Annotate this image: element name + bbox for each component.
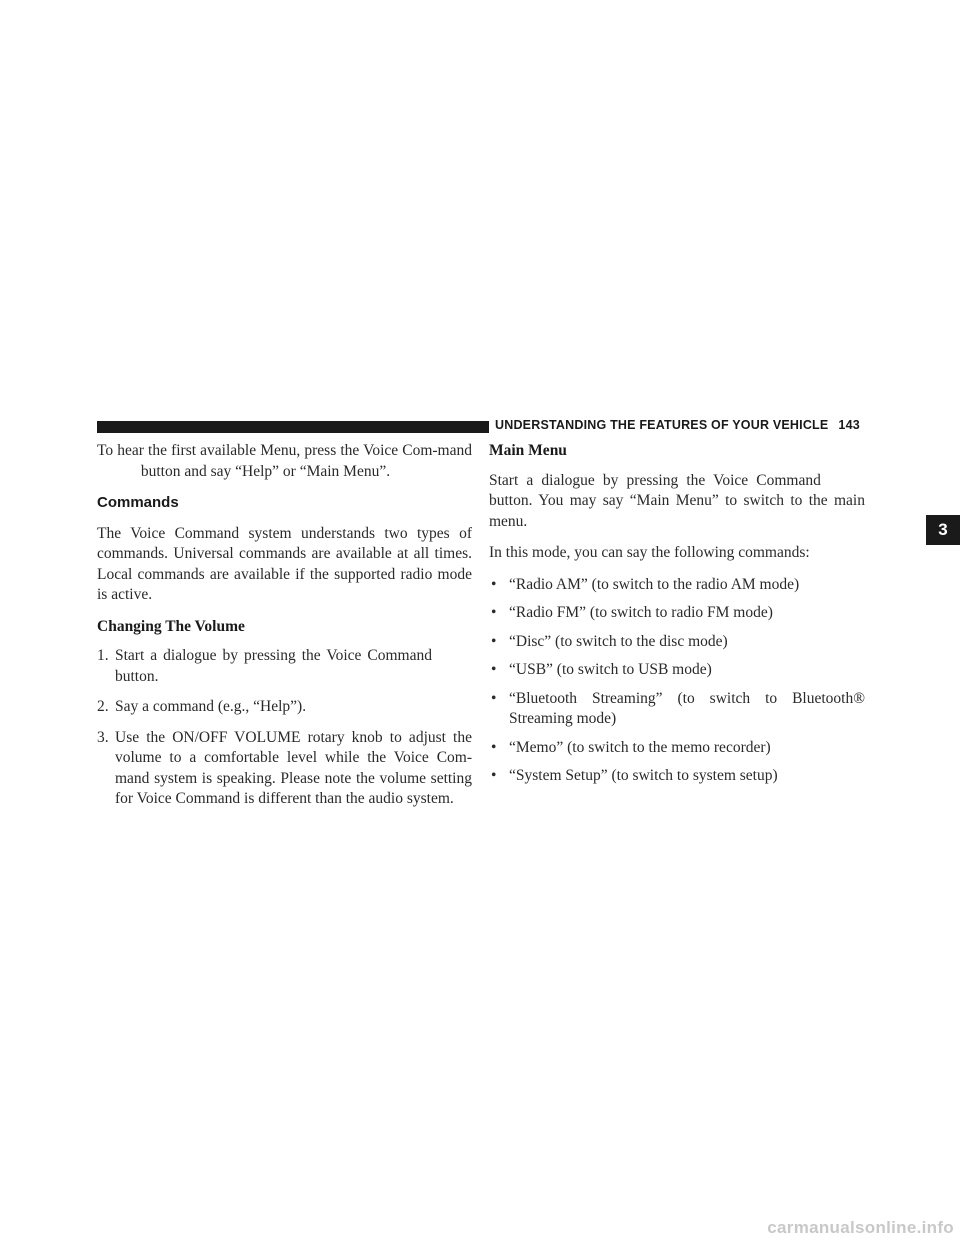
bullet: • — [491, 632, 497, 650]
bullet: • — [491, 767, 497, 784]
bullet: • — [491, 604, 497, 621]
list-item — [489, 766, 865, 787]
bullet: • — [491, 738, 497, 756]
left-column — [97, 441, 472, 820]
bullet-text: “Bluetooth Streaming” (to switch to Bluetooth® Streaming mode) — [509, 689, 865, 727]
step-text — [115, 646, 472, 687]
bullet-text: “Radio AM” (to switch to the radio AM mode) — [509, 575, 800, 593]
voice-command-icon — [97, 466, 137, 478]
bullet-text: “Disc” (to switch to the disc mode) — [509, 632, 728, 650]
section-title: UNDERSTANDING THE FEATURES OF YOUR VEHICLE — [495, 418, 829, 432]
step-number: 1. — [97, 647, 109, 664]
chapter-tab: 3 — [926, 515, 960, 545]
list-item — [97, 697, 472, 718]
list-item — [489, 575, 865, 596]
list-item — [97, 646, 472, 687]
step-number: 3. — [97, 728, 109, 746]
main-menu-text-2: button. You may say “Main Menu” to switch to the main menu. — [489, 492, 865, 530]
bullet-text: “USB” (to switch to USB mode) — [509, 661, 712, 678]
volume-steps — [97, 646, 472, 810]
main-menu-paragraph — [489, 471, 865, 533]
volume-heading: Changing The Volume — [97, 617, 245, 635]
list-item — [489, 603, 865, 624]
watermark: carmanualsonline.info — [767, 1218, 954, 1237]
list-item — [489, 660, 865, 681]
bullet-text: “Memo” (to switch to the memo recorder) — [509, 738, 771, 756]
step-text-b: button. — [115, 667, 159, 685]
page-number: 143 — [838, 418, 860, 432]
intro-text-1: To hear the first available Menu, press the Voice Com-mand — [97, 442, 472, 459]
header-rule — [97, 421, 489, 433]
right-column — [489, 441, 865, 795]
bullet-text: “System Setup” (to switch to system setup) — [509, 767, 778, 784]
list-item — [489, 689, 865, 730]
step-text: Use the ON/OFF VOLUME rotary knob to adjust the volume to a comfortable level while the Voice Com-mand system is speaking. Please note the volume setting for Voice Command is different than the audio system. — [115, 728, 472, 807]
list-item — [489, 738, 865, 759]
step-text: Say a command (e.g., “Help”). — [115, 698, 307, 715]
commands-paragraph: The Voice Command system understands two types of commands. Universal commands are available at all times. Local commands are available if the supported radio mode is active. — [97, 524, 472, 603]
command-list — [489, 575, 865, 787]
step-text-a: Start a dialogue by pressing the Voice Command — [115, 647, 432, 664]
commands-heading: Commands — [97, 494, 179, 511]
list-item — [97, 728, 472, 810]
bullet-text: “Radio FM” (to switch to radio FM mode) — [509, 604, 773, 621]
list-item — [489, 632, 865, 653]
step-number: 2. — [97, 698, 109, 715]
bullet: • — [491, 575, 497, 593]
intro-paragraph — [97, 441, 472, 482]
main-menu-text-1: Start a dialogue by pressing the Voice Command — [489, 471, 821, 489]
main-menu-heading: Main Menu — [489, 442, 567, 459]
bullet: • — [491, 661, 497, 678]
bullet: • — [491, 689, 497, 707]
mode-intro: In this mode, you can say the following commands: — [489, 544, 810, 561]
running-header — [495, 418, 860, 432]
intro-text-2: button and say “Help” or “Main Menu”. — [140, 462, 391, 480]
